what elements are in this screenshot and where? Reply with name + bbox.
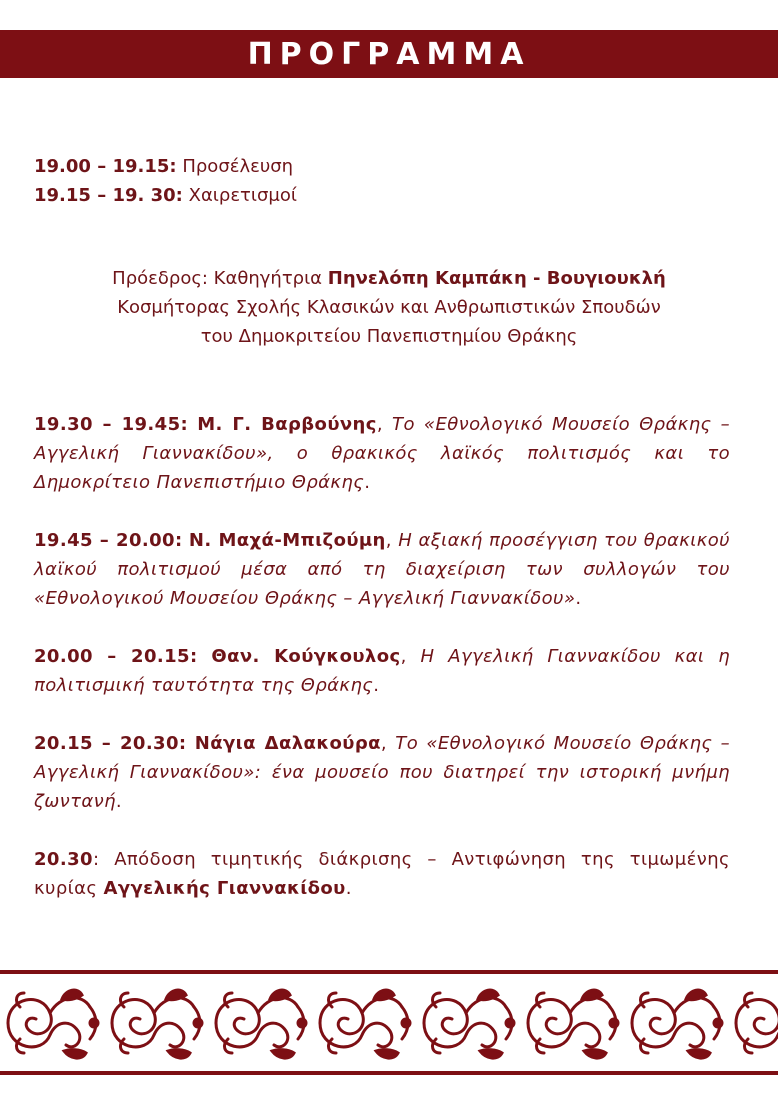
talk-end: . [115,791,123,812]
time-label: 19.15 – 19. 30: [34,185,183,206]
talk-separator: , [380,733,396,754]
time-label: 19.00 – 19.15: [34,156,177,177]
chair-name: Πηνελόπη Καμπάκη - Βουγιουκλή [327,268,666,289]
closing-text: : Απόδοση τιμητικής διάκρισης – Αντιφώνηση της τιμωμένης κυρίας [34,849,730,899]
talk-end: . [575,588,582,609]
talk-item [34,526,730,613]
talk-separator: , [400,646,421,667]
talk-speaker: Θαν. Κούγκουλος [211,646,401,667]
ornament-top-rule [0,970,778,974]
talk-speaker: Νάγια Δαλακούρα [194,733,381,754]
honoree-name: Αγγελικής Γιαννακίδου [103,878,346,899]
title-banner [0,30,778,78]
talk-separator: , [376,414,393,435]
opening-schedule [34,152,297,210]
chair-prefix: Πρόεδρος: Καθηγήτρια [112,268,328,289]
talk-separator: , [385,530,399,551]
talk-title: Το «Εθνολογικό Μουσείο Θράκης – Αγγελική Γιαννακίδου»: ένα μουσείο που διατηρεί την ιστορική μνήμη ζωντανή [34,733,731,812]
floral-ornament-border [0,977,778,1069]
talk-end: . [364,472,371,493]
schedule-row-greetings [34,181,297,210]
closing-item [34,845,730,903]
talk-time: 19.45 – 20.00: [34,530,183,551]
ornament-bottom-rule [0,1071,778,1075]
closing-time: 20.30 [34,849,93,870]
talk-time: 20.00 – 20.15: [34,646,198,667]
talk-title: Η Αγγελική Γιαννακίδου και η πολιτισμική ταυτότητα της Θράκης [34,646,731,696]
chair-block [0,264,778,351]
talk-item [34,642,730,700]
talk-title: Το «Εθνολογικό Μουσείο Θράκης – Αγγελική Γιαννακίδου», ο θρακικός λαϊκός πολιτισμός και το Δημοκρίτειο Πανεπιστήμιο Θράκης [34,414,730,493]
chair-line-1 [0,264,778,293]
talk-speaker: Μ. Γ. Βαρβούνης [197,414,377,435]
talk-end: . [373,675,380,696]
schedule-label: Χαιρετισμοί [188,185,297,206]
talk-item [34,729,730,816]
chair-line-2: Κοσμήτορας Σχολής Κλασικών και Ανθρωπιστικών Σπουδών [117,297,661,318]
talks-list [34,410,730,932]
closing-end: . [345,878,352,899]
talk-title: Η αξιακή προσέγγιση του θρακικού λαϊκού πολιτισμού μέσα από τη διαχείριση των συλλογών του «Εθνολογικού Μουσείου Θράκης – Αγγελική Γιαννακίδου» [34,530,731,609]
page-title: ΠΡΟΓΡΑΜΜΑ [247,36,531,72]
talk-item [34,410,730,497]
talk-time: 20.15 – 20.30: [34,733,187,754]
talk-speaker: Ν. Μαχά-Μπιζούμη [188,530,386,551]
schedule-label: Προσέλευση [182,156,294,177]
schedule-row-arrival [34,152,297,181]
talk-time: 19.30 – 19.45: [34,414,189,435]
chair-line-3: του Δημοκριτείου Πανεπιστημίου Θράκης [200,326,578,347]
